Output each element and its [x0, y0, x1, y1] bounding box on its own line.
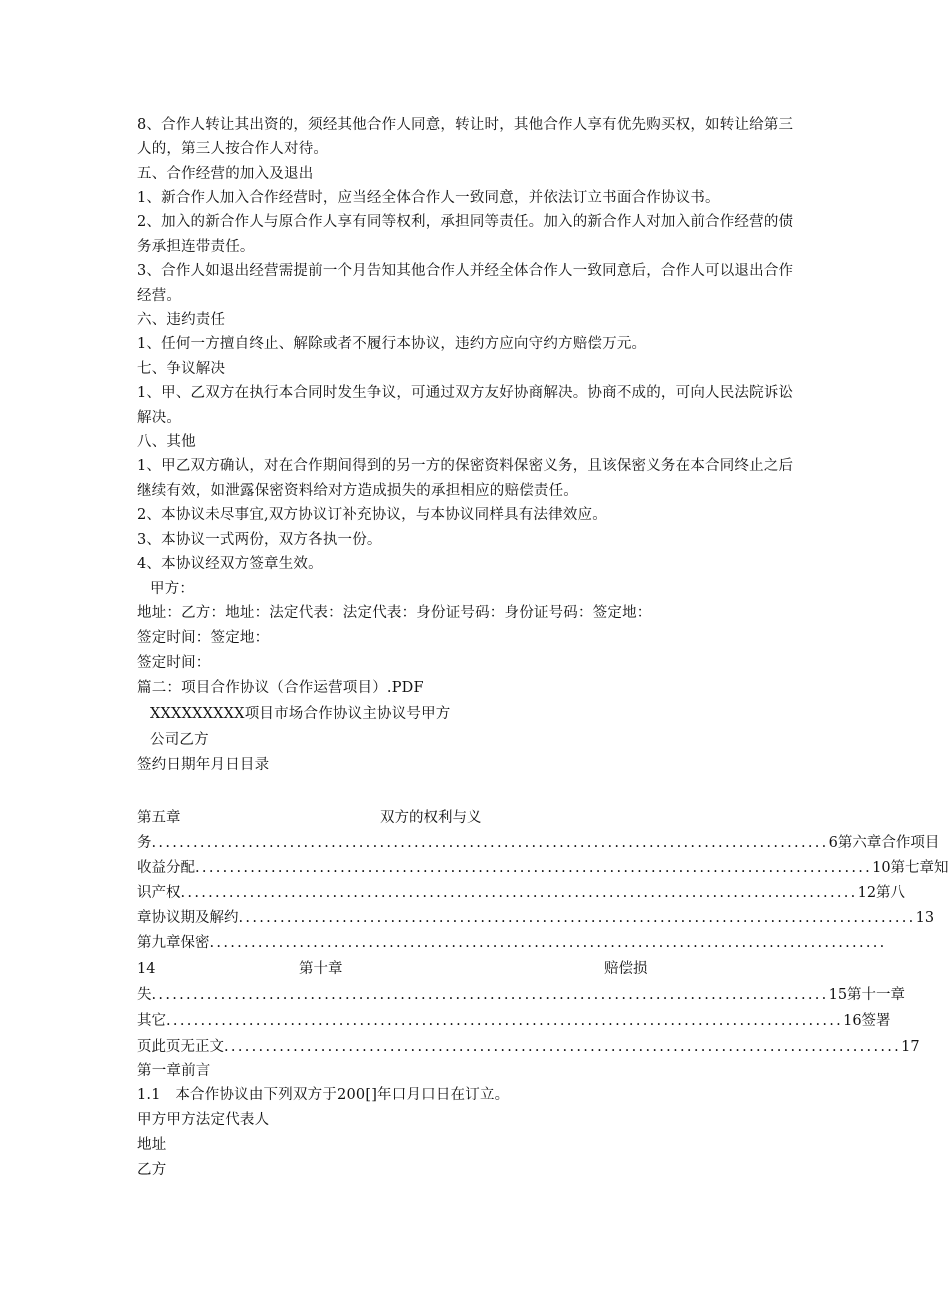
clause-7-1-line-1: 1、甲、乙双方在执行本合同时发生争议，可通过双方友好协商解决。协商不成的，可向人民法院诉讼: [137, 385, 794, 401]
clause-8-4: 4、本协议经双方签章生效。: [137, 556, 323, 572]
address-label: 地址: [137, 1137, 167, 1153]
toc-dot-leader: ..................................................................................................: [209, 935, 887, 951]
party-a-representative: 甲方甲方法定代表人: [137, 1112, 270, 1128]
toc-chapter-10: 第十章: [299, 961, 343, 977]
toc-dot-leader: ..................................................................................................: [195, 860, 873, 876]
toc-heading-row: [137, 808, 482, 828]
toc-entry-lead: 第九章保密: [137, 935, 210, 951]
clause-5-1: 1、新合作人加入合作经营时，应当经全体合作人一致同意，并依法订立书面合作协议书。: [137, 190, 720, 206]
party-b-label: 乙方: [137, 1162, 167, 1178]
toc-entry-lead: 章协议期及解约: [137, 910, 239, 926]
chapter-1-heading: 第一章前言: [137, 1063, 211, 1079]
toc-entry-lead: 页此页无正文: [137, 1039, 224, 1055]
toc-dot-leader: ..................................................................................................: [151, 987, 829, 1003]
sign-time-place-line: 签定时间：签定地：: [137, 630, 270, 646]
company-party-b: 公司乙方: [150, 732, 209, 748]
toc-entry-lead: 务: [137, 835, 152, 851]
toc-entry-lead: 收益分配: [137, 860, 195, 876]
toc-row: [137, 833, 940, 853]
toc-row: [137, 908, 935, 928]
section-heading-6: 六、违约责任: [137, 312, 226, 328]
toc-dot-leader: ..................................................................................................: [238, 910, 916, 926]
section-heading-7: 七、争议解决: [137, 361, 226, 377]
sign-time-line: 签定时间：: [137, 655, 211, 671]
clause-8-line-1: 8、合作人转让其出资的，须经其他合作人同意，转让时，其他合作人享有优先购买权，如转让给第三: [137, 117, 794, 133]
toc-chapter-5: 第五章: [137, 810, 181, 826]
clause-5-3-line-1: 3、合作人如退出经营需提前一个月告知其他合作人并经全体合作人一致同意后，合作人可以退出合作: [137, 263, 794, 279]
toc-row: [137, 985, 906, 1005]
clause-5-2-line-2: 务承担连带责任。: [137, 239, 255, 255]
toc-spread-row: [137, 959, 648, 979]
toc-row: [137, 933, 887, 953]
toc-entry-lead: 失: [137, 987, 152, 1003]
signing-date-toc-label: 签约日期年月日目录: [137, 757, 270, 773]
toc-entry-tail: 13: [915, 910, 935, 926]
section-heading-8: 八、其他: [137, 434, 196, 450]
toc-entry-tail: 17: [901, 1039, 920, 1055]
toc-row: [137, 1037, 920, 1057]
toc-dot-leader: ..................................................................................................: [180, 885, 858, 901]
clause-8-2: 2、本协议未尽事宜,双方协议订补充协议，与本协议同样具有法律效应。: [137, 507, 607, 523]
toc-entry-lead: 识产权: [137, 885, 181, 901]
party-a-label: 甲方：: [150, 581, 195, 597]
toc-dot-leader: ..................................................................................................: [151, 835, 829, 851]
part-two-title: 篇二：项目合作协议（合作运营项目）.PDF: [137, 680, 424, 696]
section-heading-5: 五、合作经营的加入及退出: [137, 166, 314, 182]
clause-6-1: 1、任何一方擅自终止、解除或者不履行本协议，违约方应向守约方赔偿万元。: [137, 336, 647, 352]
clause-1-1: 1.1 本合作协议由下列双方于200[]年口月口日在订立。: [137, 1087, 510, 1103]
clause-8-1-line-2: 继续有效，如泄露保密资料给对方造成损失的承担相应的赔偿责任。: [137, 483, 578, 499]
clause-5-2-line-1: 2、加入的新合作人与原合作人享有同等权利，承担同等责任。加入的新合作人对加入前合作经营的债: [137, 214, 794, 230]
toc-entry-tail: 16签署: [843, 1013, 891, 1029]
toc-dot-leader: ..................................................................................................: [224, 1039, 902, 1055]
signature-fields-line: 地址：乙方：地址：法定代表：法定代表：身份证号码：身份证号码：签定地：: [137, 605, 652, 621]
clause-8-1-line-1: 1、甲乙双方确认，对在合作期间得到的另一方的保密资料保密义务，且该保密义务在本合同终止之后: [137, 458, 794, 474]
clause-7-1-line-2: 解决。: [137, 410, 182, 426]
clause-5-3-line-2: 经营。: [137, 288, 182, 304]
toc-row: [137, 1011, 891, 1031]
toc-chapter-5-title: 双方的权利与义: [380, 810, 482, 826]
toc-entry-lead: 其它: [137, 1013, 166, 1029]
toc-row: [137, 883, 906, 903]
toc-entry-tail: 12第八: [857, 885, 906, 901]
toc-row: [137, 858, 949, 878]
toc-dot-leader: ..................................................................................................: [166, 1013, 844, 1029]
toc-page-number: 14: [137, 961, 156, 977]
toc-entry-tail: 15第十一章: [828, 987, 906, 1003]
clause-8-3: 3、本协议一式两份，双方各执一份。: [137, 532, 382, 548]
toc-entry-tail: 10第七章知: [872, 860, 949, 876]
toc-entry-tail: 6第六章合作项目: [828, 835, 940, 851]
toc-chapter-10-title: 赔偿损: [604, 961, 648, 977]
project-agreement-title: XXXXXXXXX项目市场合作协议主协议号甲方: [150, 706, 451, 722]
clause-8-line-2: 人的，第三人按合作人对待。: [137, 141, 329, 157]
